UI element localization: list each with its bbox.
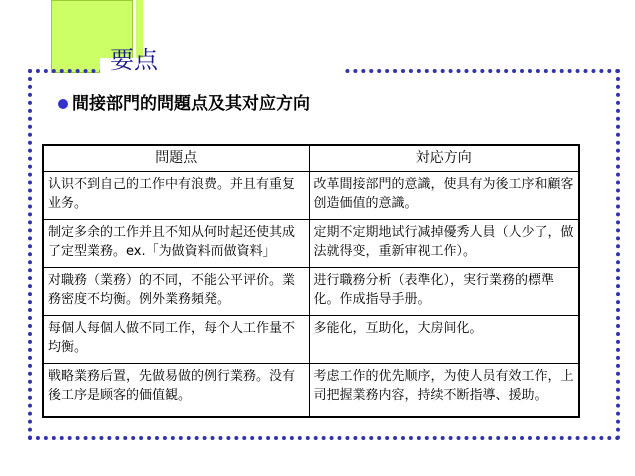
table-row xyxy=(43,267,579,315)
table-row xyxy=(43,171,579,219)
table-row xyxy=(43,219,579,267)
problem-cell: 每個人每個人做不同工作，每个人工作量不均衡。 xyxy=(43,315,309,363)
countermeasure-cell: 考虑工作的优先顺序，为使人员有效工作，上司把握業務内容，持续不断指導、援助。 xyxy=(309,363,579,417)
header-problems: 問題点 xyxy=(43,145,309,171)
section-heading xyxy=(58,92,310,116)
countermeasure-cell: 定期不定期地试行减掉優秀人員（人少了，做法就得变，重新审视工作）。 xyxy=(309,219,579,267)
slide-title: 要点 xyxy=(110,46,158,74)
problem-cell: 对職務（業務）的不同，不能公平评价。業務密度不均衡。例外業務頻発。 xyxy=(43,267,309,315)
table-header-row xyxy=(43,145,579,171)
table-row xyxy=(43,363,579,417)
problem-cell: 制定多余的工作并且不知从何时起还使其成了定型業務。ex.「为做資料而做資料」 xyxy=(43,219,309,267)
countermeasure-cell: 多能化，互助化，大房间化。 xyxy=(309,315,579,363)
problem-cell: 戦略業務后置，先做易做的例行業務。没有後工序是顾客的価值観。 xyxy=(43,363,309,417)
section-heading-text: 間接部門的問題点及其对应方向 xyxy=(72,94,310,114)
problem-cell: 认识不到自己的工作中有浪费。并且有重复业务。 xyxy=(43,171,309,219)
table-row xyxy=(43,315,579,363)
countermeasure-cell: 改革間接部門的意識，使具有为後工序和顧客创造価值的意識。 xyxy=(309,171,579,219)
issues-table xyxy=(42,144,580,418)
header-countermeasures: 対応方向 xyxy=(309,145,579,171)
bullet-dot-icon xyxy=(58,99,68,109)
countermeasure-cell: 进行職務分析（表準化），実行業務的標準化。作成指导手册。 xyxy=(309,267,579,315)
